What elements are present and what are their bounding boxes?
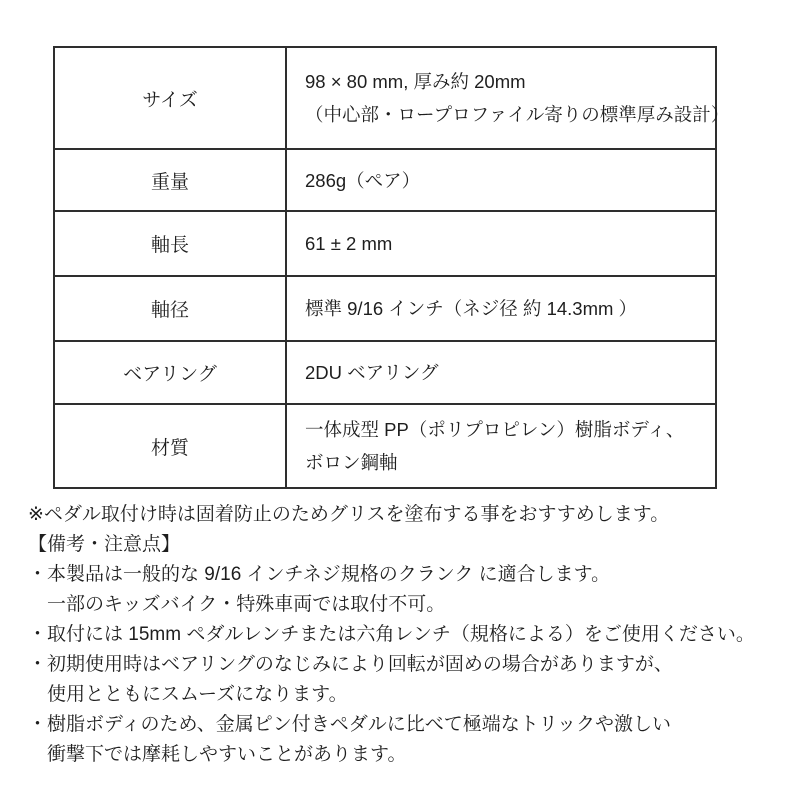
note-item-compatibility [28,560,790,620]
note-item-bearing-breakin [28,650,790,710]
row-value [286,341,716,404]
value-line: （中心部・ロープロファイル寄りの標準厚み設計） [305,104,730,125]
table-row-axle-diameter [54,276,716,341]
row-value [286,211,716,276]
table-row-bearing [54,341,716,404]
note-line: ・樹脂ボディのため、金属ピン付きペダルに比べて極端なトリックや激しい [28,714,671,735]
row-value [286,404,716,488]
note-item-tools [28,620,790,650]
note-line-continuation: 衝撃下では摩耗しやすいことがあります。 [47,744,407,765]
value-line: 一体成型 PP（ポリプロピレン）樹脂ボディ、 [305,419,685,440]
row-value [286,47,730,149]
row-label: 重量 [54,149,286,211]
note-line: ・初期使用時はベアリングのなじみにより回転が固めの場合がありますが、 [28,654,673,675]
spec-sheet [0,46,800,770]
table-row-weight [54,149,716,211]
row-label: 軸径 [54,276,286,341]
value-line: ボロン鋼軸 [305,452,398,473]
row-value [286,149,716,211]
grease-note: ※ペダル取付け時は固着防止のためグリスを塗布する事をおすすめします。 [28,504,670,525]
note-line-continuation: 使用とともにスムーズになります。 [47,684,348,705]
table-row-size [54,47,716,149]
note-line: ・本製品は一般的な 9/16 インチネジ規格のクランク に適合します。 [28,564,611,585]
row-label: サイズ [54,47,286,149]
value-line: 61 ± 2 mm [305,233,393,254]
spec-table [53,46,730,489]
note-item-wear [28,710,790,770]
value-line: 286g（ペア） [305,169,421,191]
row-value [286,276,716,341]
note-line: ・取付には 15mm ペダルレンチまたは六角レンチ（規格による）をご使用ください。 [28,624,755,645]
note-line-continuation: 一部のキッズバイク・特殊車両では取付不可。 [47,594,446,615]
notes-heading: 【備考・注意点】 [28,534,181,555]
value-line: 2DU ベアリング [305,362,439,383]
value-line: 98 × 80 mm, 厚み約 20mm [305,71,526,92]
row-label: 軸長 [54,211,286,276]
notes-section [28,500,790,770]
value-line: 標準 9/16 インチ（ネジ径 約 14.3mm ） [305,298,638,319]
row-label: 材質 [54,404,286,488]
table-row-axle-length [54,211,716,276]
table-row-material [54,404,716,488]
row-label: ベアリング [54,341,286,404]
